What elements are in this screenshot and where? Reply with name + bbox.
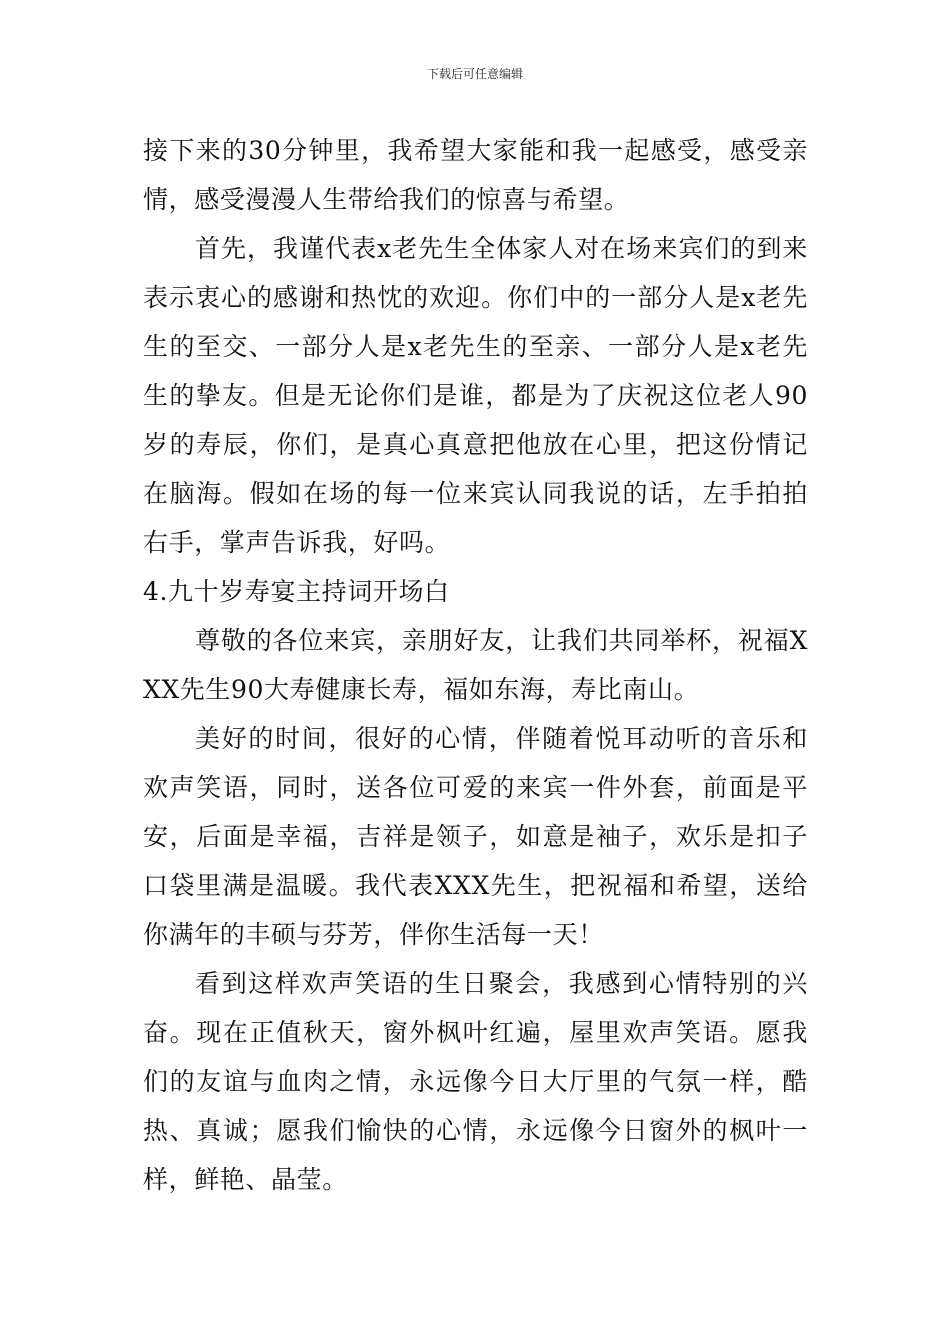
paragraph-5: 看到这样欢声笑语的生日聚会，我感到心情特别的兴奋。现在正值秋天，窗外枫叶红遍，屋里欢声笑语。愿我们的友谊与血肉之情，永远像今日大厅里的气氛一样，酷热、真诚；愿我们愉快的心情，永远像今日窗外的枫叶一样，鲜艳、晶莹。 — [143, 969, 808, 1194]
paragraph-3: 尊敬的各位来宾，亲朋好友，让我们共同举杯，祝福XXX先生90大寿健康长寿，福如东海，寿比南山。 — [143, 626, 808, 704]
section-heading: 4.九十岁寿宴主持词开场白 — [143, 577, 450, 606]
document-body — [143, 126, 808, 1204]
paragraph-2: 首先，我谨代表x老先生全体家人对在场来宾们的到来表示衷心的感谢和热忱的欢迎。你们中的一部分人是x老先生的至交、一部分人是x老先生的至亲、一部分人是x老先生的挚友。但是无论你们是谁，都是为了庆祝这位老人90岁的寿辰，你们，是真心真意把他放在心里，把这份情记在脑海。假如在场的每一位来宾认同我说的话，左手拍拍右手，掌声告诉我，好吗。 — [143, 234, 808, 557]
paragraph-4: 美好的时间，很好的心情，伴随着悦耳动听的音乐和欢声笑语，同时，送各位可爱的来宾一件外套，前面是平安，后面是幸福，吉祥是领子，如意是袖子，欢乐是扣子口袋里满是温暖。我代表XXX先生，把祝福和希望，送给你满年的丰硕与芬芳，伴你生活每一天！ — [143, 724, 808, 949]
page-header: 下载后可任意编辑 — [426, 67, 523, 81]
paragraph-1: 接下来的30分钟里，我希望大家能和我一起感受，感受亲情，感受漫漫人生带给我们的惊喜与希望。 — [143, 136, 808, 214]
